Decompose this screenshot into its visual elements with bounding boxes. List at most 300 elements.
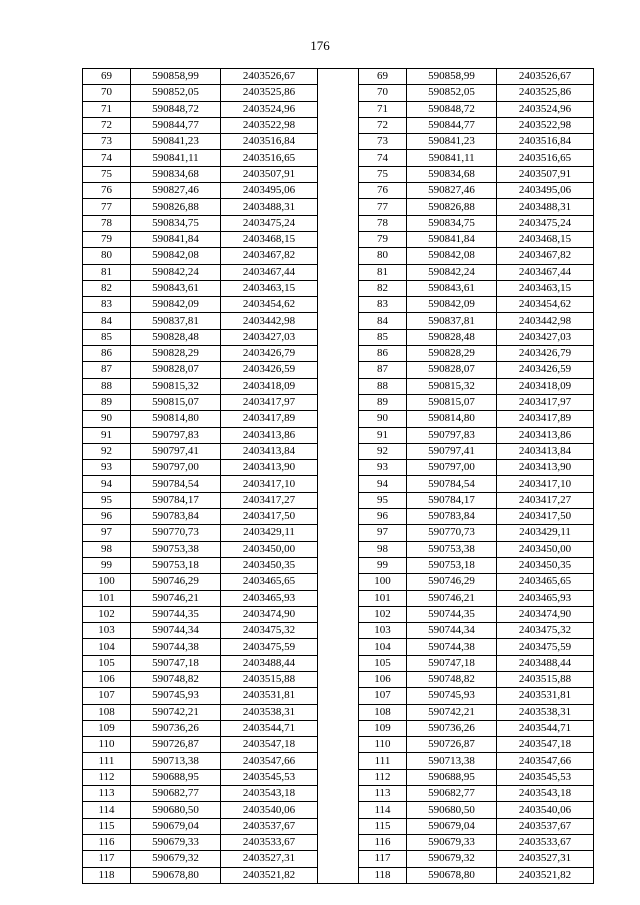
table-row xyxy=(83,802,594,818)
left-point-number-cell: 99 xyxy=(83,557,131,573)
right-x-coordinate-cell: 590814,80 xyxy=(407,411,497,427)
left-y-coordinate-cell: 2403474,90 xyxy=(221,606,318,622)
right-x-coordinate-cell: 590843,61 xyxy=(407,280,497,296)
left-point-number-cell: 87 xyxy=(83,362,131,378)
right-y-coordinate-cell: 2403467,82 xyxy=(497,248,594,264)
right-y-coordinate-cell: 2403475,59 xyxy=(497,639,594,655)
right-point-number-cell: 78 xyxy=(359,215,407,231)
right-x-coordinate-cell: 590682,77 xyxy=(407,786,497,802)
right-point-number-cell: 106 xyxy=(359,671,407,687)
left-point-number-cell: 75 xyxy=(83,166,131,182)
left-point-number-cell: 102 xyxy=(83,606,131,622)
left-y-coordinate-cell: 2403426,79 xyxy=(221,346,318,362)
right-x-coordinate-cell: 590753,18 xyxy=(407,557,497,573)
table-row xyxy=(83,541,594,557)
right-point-number-cell: 92 xyxy=(359,443,407,459)
left-point-number-cell: 115 xyxy=(83,818,131,834)
right-y-coordinate-cell: 2403413,84 xyxy=(497,443,594,459)
left-x-coordinate-cell: 590837,81 xyxy=(131,313,221,329)
right-point-number-cell: 115 xyxy=(359,818,407,834)
table-row xyxy=(83,85,594,101)
table-row xyxy=(83,231,594,247)
left-point-number-cell: 88 xyxy=(83,378,131,394)
right-y-coordinate-cell: 2403522,98 xyxy=(497,117,594,133)
right-y-coordinate-cell: 2403463,15 xyxy=(497,280,594,296)
left-x-coordinate-cell: 590742,21 xyxy=(131,704,221,720)
right-point-number-cell: 99 xyxy=(359,557,407,573)
left-y-coordinate-cell: 2403413,84 xyxy=(221,443,318,459)
right-point-number-cell: 95 xyxy=(359,492,407,508)
left-point-number-cell: 93 xyxy=(83,460,131,476)
column-gap xyxy=(318,215,359,231)
left-y-coordinate-cell: 2403525,86 xyxy=(221,85,318,101)
right-x-coordinate-cell: 590783,84 xyxy=(407,509,497,525)
left-y-coordinate-cell: 2403527,31 xyxy=(221,851,318,867)
right-x-coordinate-cell: 590770,73 xyxy=(407,525,497,541)
right-y-coordinate-cell: 2403450,00 xyxy=(497,541,594,557)
left-y-coordinate-cell: 2403495,06 xyxy=(221,183,318,199)
left-y-coordinate-cell: 2403524,96 xyxy=(221,101,318,117)
column-gap xyxy=(318,509,359,525)
left-x-coordinate-cell: 590842,09 xyxy=(131,297,221,313)
right-point-number-cell: 118 xyxy=(359,867,407,883)
left-y-coordinate-cell: 2403465,93 xyxy=(221,590,318,606)
left-y-coordinate-cell: 2403545,53 xyxy=(221,769,318,785)
right-x-coordinate-cell: 590726,87 xyxy=(407,737,497,753)
column-gap xyxy=(318,264,359,280)
right-point-number-cell: 104 xyxy=(359,639,407,655)
table-row xyxy=(83,623,594,639)
right-x-coordinate-cell: 590745,93 xyxy=(407,688,497,704)
right-point-number-cell: 111 xyxy=(359,753,407,769)
right-x-coordinate-cell: 590744,35 xyxy=(407,606,497,622)
table-row xyxy=(83,720,594,736)
table-row xyxy=(83,378,594,394)
left-x-coordinate-cell: 590834,68 xyxy=(131,166,221,182)
right-x-coordinate-cell: 590753,38 xyxy=(407,541,497,557)
column-gap xyxy=(318,541,359,557)
left-point-number-cell: 76 xyxy=(83,183,131,199)
column-gap xyxy=(318,606,359,622)
right-x-coordinate-cell: 590679,32 xyxy=(407,851,497,867)
left-y-coordinate-cell: 2403488,31 xyxy=(221,199,318,215)
left-point-number-cell: 69 xyxy=(83,69,131,85)
column-gap xyxy=(318,378,359,394)
left-x-coordinate-cell: 590842,24 xyxy=(131,264,221,280)
left-point-number-cell: 106 xyxy=(83,671,131,687)
right-point-number-cell: 77 xyxy=(359,199,407,215)
right-y-coordinate-cell: 2403417,89 xyxy=(497,411,594,427)
right-y-coordinate-cell: 2403488,31 xyxy=(497,199,594,215)
right-y-coordinate-cell: 2403426,79 xyxy=(497,346,594,362)
right-point-number-cell: 81 xyxy=(359,264,407,280)
right-point-number-cell: 73 xyxy=(359,134,407,150)
column-gap xyxy=(318,834,359,850)
column-gap xyxy=(318,134,359,150)
right-point-number-cell: 79 xyxy=(359,231,407,247)
left-point-number-cell: 113 xyxy=(83,786,131,802)
left-x-coordinate-cell: 590841,23 xyxy=(131,134,221,150)
table-row xyxy=(83,150,594,166)
left-x-coordinate-cell: 590784,17 xyxy=(131,492,221,508)
right-y-coordinate-cell: 2403526,67 xyxy=(497,69,594,85)
right-point-number-cell: 114 xyxy=(359,802,407,818)
column-gap xyxy=(318,117,359,133)
left-x-coordinate-cell: 590826,88 xyxy=(131,199,221,215)
left-x-coordinate-cell: 590748,82 xyxy=(131,671,221,687)
column-gap xyxy=(318,786,359,802)
right-y-coordinate-cell: 2403474,90 xyxy=(497,606,594,622)
right-y-coordinate-cell: 2403527,31 xyxy=(497,851,594,867)
right-y-coordinate-cell: 2403426,59 xyxy=(497,362,594,378)
right-x-coordinate-cell: 590815,32 xyxy=(407,378,497,394)
right-y-coordinate-cell: 2403516,65 xyxy=(497,150,594,166)
right-y-coordinate-cell: 2403450,35 xyxy=(497,557,594,573)
left-x-coordinate-cell: 590753,38 xyxy=(131,541,221,557)
table-row xyxy=(83,215,594,231)
right-point-number-cell: 76 xyxy=(359,183,407,199)
left-point-number-cell: 73 xyxy=(83,134,131,150)
column-gap xyxy=(318,69,359,85)
right-point-number-cell: 98 xyxy=(359,541,407,557)
left-x-coordinate-cell: 590797,83 xyxy=(131,427,221,443)
right-point-number-cell: 70 xyxy=(359,85,407,101)
left-x-coordinate-cell: 590744,38 xyxy=(131,639,221,655)
table-row xyxy=(83,117,594,133)
left-x-coordinate-cell: 590828,48 xyxy=(131,329,221,345)
column-gap xyxy=(318,476,359,492)
table-row xyxy=(83,606,594,622)
left-x-coordinate-cell: 590770,73 xyxy=(131,525,221,541)
left-point-number-cell: 77 xyxy=(83,199,131,215)
right-y-coordinate-cell: 2403465,65 xyxy=(497,574,594,590)
column-gap xyxy=(318,297,359,313)
left-y-coordinate-cell: 2403418,09 xyxy=(221,378,318,394)
table-row xyxy=(83,443,594,459)
left-x-coordinate-cell: 590815,32 xyxy=(131,378,221,394)
right-point-number-cell: 105 xyxy=(359,655,407,671)
column-gap xyxy=(318,460,359,476)
table-row xyxy=(83,362,594,378)
table-row xyxy=(83,688,594,704)
right-y-coordinate-cell: 2403475,32 xyxy=(497,623,594,639)
left-y-coordinate-cell: 2403475,59 xyxy=(221,639,318,655)
left-y-coordinate-cell: 2403429,11 xyxy=(221,525,318,541)
table-row xyxy=(83,183,594,199)
column-gap xyxy=(318,737,359,753)
column-gap xyxy=(318,394,359,410)
right-x-coordinate-cell: 590678,80 xyxy=(407,867,497,883)
left-point-number-cell: 112 xyxy=(83,769,131,785)
left-y-coordinate-cell: 2403417,50 xyxy=(221,509,318,525)
left-y-coordinate-cell: 2403533,67 xyxy=(221,834,318,850)
right-y-coordinate-cell: 2403544,71 xyxy=(497,720,594,736)
left-x-coordinate-cell: 590747,18 xyxy=(131,655,221,671)
right-y-coordinate-cell: 2403442,98 xyxy=(497,313,594,329)
coordinates-table xyxy=(82,68,594,884)
left-x-coordinate-cell: 590814,80 xyxy=(131,411,221,427)
left-y-coordinate-cell: 2403526,67 xyxy=(221,69,318,85)
right-y-coordinate-cell: 2403465,93 xyxy=(497,590,594,606)
left-point-number-cell: 105 xyxy=(83,655,131,671)
right-y-coordinate-cell: 2403417,97 xyxy=(497,394,594,410)
right-x-coordinate-cell: 590713,38 xyxy=(407,753,497,769)
right-x-coordinate-cell: 590834,68 xyxy=(407,166,497,182)
table-row xyxy=(83,655,594,671)
column-gap xyxy=(318,688,359,704)
right-point-number-cell: 96 xyxy=(359,509,407,525)
left-point-number-cell: 74 xyxy=(83,150,131,166)
column-gap xyxy=(318,150,359,166)
right-x-coordinate-cell: 590844,77 xyxy=(407,117,497,133)
left-x-coordinate-cell: 590744,35 xyxy=(131,606,221,622)
left-point-number-cell: 72 xyxy=(83,117,131,133)
left-y-coordinate-cell: 2403515,88 xyxy=(221,671,318,687)
left-y-coordinate-cell: 2403417,27 xyxy=(221,492,318,508)
left-x-coordinate-cell: 590842,08 xyxy=(131,248,221,264)
right-y-coordinate-cell: 2403524,96 xyxy=(497,101,594,117)
left-point-number-cell: 100 xyxy=(83,574,131,590)
left-y-coordinate-cell: 2403463,15 xyxy=(221,280,318,296)
right-y-coordinate-cell: 2403417,50 xyxy=(497,509,594,525)
column-gap xyxy=(318,346,359,362)
left-point-number-cell: 83 xyxy=(83,297,131,313)
left-y-coordinate-cell: 2403413,86 xyxy=(221,427,318,443)
column-gap xyxy=(318,639,359,655)
right-point-number-cell: 101 xyxy=(359,590,407,606)
left-y-coordinate-cell: 2403475,24 xyxy=(221,215,318,231)
left-point-number-cell: 96 xyxy=(83,509,131,525)
left-y-coordinate-cell: 2403507,91 xyxy=(221,166,318,182)
right-point-number-cell: 108 xyxy=(359,704,407,720)
table-row xyxy=(83,476,594,492)
left-y-coordinate-cell: 2403488,44 xyxy=(221,655,318,671)
right-x-coordinate-cell: 590841,23 xyxy=(407,134,497,150)
table-row xyxy=(83,248,594,264)
left-x-coordinate-cell: 590688,95 xyxy=(131,769,221,785)
right-point-number-cell: 88 xyxy=(359,378,407,394)
left-y-coordinate-cell: 2403413,90 xyxy=(221,460,318,476)
column-gap xyxy=(318,231,359,247)
table-row xyxy=(83,867,594,883)
column-gap xyxy=(318,720,359,736)
left-x-coordinate-cell: 590844,77 xyxy=(131,117,221,133)
column-gap xyxy=(318,525,359,541)
right-y-coordinate-cell: 2403475,24 xyxy=(497,215,594,231)
right-x-coordinate-cell: 590679,33 xyxy=(407,834,497,850)
table-row xyxy=(83,264,594,280)
left-x-coordinate-cell: 590679,04 xyxy=(131,818,221,834)
right-point-number-cell: 110 xyxy=(359,737,407,753)
left-y-coordinate-cell: 2403521,82 xyxy=(221,867,318,883)
left-x-coordinate-cell: 590679,32 xyxy=(131,851,221,867)
table-row xyxy=(83,671,594,687)
left-x-coordinate-cell: 590784,54 xyxy=(131,476,221,492)
column-gap xyxy=(318,411,359,427)
column-gap xyxy=(318,867,359,883)
right-y-coordinate-cell: 2403413,90 xyxy=(497,460,594,476)
left-point-number-cell: 101 xyxy=(83,590,131,606)
left-x-coordinate-cell: 590852,05 xyxy=(131,85,221,101)
right-x-coordinate-cell: 590842,24 xyxy=(407,264,497,280)
table-row xyxy=(83,704,594,720)
right-y-coordinate-cell: 2403540,06 xyxy=(497,802,594,818)
left-y-coordinate-cell: 2403467,44 xyxy=(221,264,318,280)
right-point-number-cell: 90 xyxy=(359,411,407,427)
left-point-number-cell: 107 xyxy=(83,688,131,704)
right-x-coordinate-cell: 590688,95 xyxy=(407,769,497,785)
column-gap xyxy=(318,166,359,182)
left-x-coordinate-cell: 590783,84 xyxy=(131,509,221,525)
left-y-coordinate-cell: 2403516,65 xyxy=(221,150,318,166)
table-row xyxy=(83,166,594,182)
left-y-coordinate-cell: 2403537,67 xyxy=(221,818,318,834)
left-y-coordinate-cell: 2403450,00 xyxy=(221,541,318,557)
right-point-number-cell: 91 xyxy=(359,427,407,443)
left-x-coordinate-cell: 590753,18 xyxy=(131,557,221,573)
left-y-coordinate-cell: 2403475,32 xyxy=(221,623,318,639)
left-y-coordinate-cell: 2403427,03 xyxy=(221,329,318,345)
right-y-coordinate-cell: 2403468,15 xyxy=(497,231,594,247)
column-gap xyxy=(318,362,359,378)
left-x-coordinate-cell: 590828,29 xyxy=(131,346,221,362)
table-row xyxy=(83,851,594,867)
right-point-number-cell: 94 xyxy=(359,476,407,492)
right-point-number-cell: 97 xyxy=(359,525,407,541)
table-row xyxy=(83,639,594,655)
right-y-coordinate-cell: 2403516,84 xyxy=(497,134,594,150)
left-point-number-cell: 111 xyxy=(83,753,131,769)
left-x-coordinate-cell: 590815,07 xyxy=(131,394,221,410)
column-gap xyxy=(318,248,359,264)
left-y-coordinate-cell: 2403465,65 xyxy=(221,574,318,590)
right-y-coordinate-cell: 2403467,44 xyxy=(497,264,594,280)
right-x-coordinate-cell: 590828,29 xyxy=(407,346,497,362)
page-number: 176 xyxy=(310,38,330,53)
left-x-coordinate-cell: 590736,26 xyxy=(131,720,221,736)
right-x-coordinate-cell: 590815,07 xyxy=(407,394,497,410)
right-point-number-cell: 100 xyxy=(359,574,407,590)
table-row xyxy=(83,297,594,313)
right-y-coordinate-cell: 2403525,86 xyxy=(497,85,594,101)
right-x-coordinate-cell: 590858,99 xyxy=(407,69,497,85)
column-gap xyxy=(318,802,359,818)
left-point-number-cell: 118 xyxy=(83,867,131,883)
right-y-coordinate-cell: 2403533,67 xyxy=(497,834,594,850)
right-point-number-cell: 82 xyxy=(359,280,407,296)
left-point-number-cell: 71 xyxy=(83,101,131,117)
left-x-coordinate-cell: 590843,61 xyxy=(131,280,221,296)
right-y-coordinate-cell: 2403429,11 xyxy=(497,525,594,541)
right-x-coordinate-cell: 590746,29 xyxy=(407,574,497,590)
right-point-number-cell: 75 xyxy=(359,166,407,182)
right-point-number-cell: 71 xyxy=(359,101,407,117)
left-y-coordinate-cell: 2403522,98 xyxy=(221,117,318,133)
right-y-coordinate-cell: 2403547,66 xyxy=(497,753,594,769)
column-gap xyxy=(318,557,359,573)
left-point-number-cell: 104 xyxy=(83,639,131,655)
table-row xyxy=(83,737,594,753)
left-x-coordinate-cell: 590745,93 xyxy=(131,688,221,704)
left-x-coordinate-cell: 590682,77 xyxy=(131,786,221,802)
left-point-number-cell: 103 xyxy=(83,623,131,639)
table-row xyxy=(83,101,594,117)
coordinates-table-body xyxy=(83,69,594,884)
right-point-number-cell: 80 xyxy=(359,248,407,264)
column-gap xyxy=(318,183,359,199)
right-y-coordinate-cell: 2403538,31 xyxy=(497,704,594,720)
right-x-coordinate-cell: 590841,11 xyxy=(407,150,497,166)
left-point-number-cell: 86 xyxy=(83,346,131,362)
right-y-coordinate-cell: 2403543,18 xyxy=(497,786,594,802)
table-row xyxy=(83,818,594,834)
right-point-number-cell: 84 xyxy=(359,313,407,329)
left-x-coordinate-cell: 590827,46 xyxy=(131,183,221,199)
left-y-coordinate-cell: 2403547,66 xyxy=(221,753,318,769)
right-point-number-cell: 72 xyxy=(359,117,407,133)
right-y-coordinate-cell: 2403488,44 xyxy=(497,655,594,671)
left-point-number-cell: 94 xyxy=(83,476,131,492)
left-y-coordinate-cell: 2403540,06 xyxy=(221,802,318,818)
left-point-number-cell: 91 xyxy=(83,427,131,443)
column-gap xyxy=(318,590,359,606)
left-point-number-cell: 95 xyxy=(83,492,131,508)
right-x-coordinate-cell: 590797,00 xyxy=(407,460,497,476)
right-point-number-cell: 103 xyxy=(359,623,407,639)
left-y-coordinate-cell: 2403547,18 xyxy=(221,737,318,753)
right-x-coordinate-cell: 590679,04 xyxy=(407,818,497,834)
left-point-number-cell: 79 xyxy=(83,231,131,247)
left-y-coordinate-cell: 2403417,10 xyxy=(221,476,318,492)
right-point-number-cell: 109 xyxy=(359,720,407,736)
table-row xyxy=(83,753,594,769)
left-y-coordinate-cell: 2403426,59 xyxy=(221,362,318,378)
left-y-coordinate-cell: 2403417,89 xyxy=(221,411,318,427)
left-point-number-cell: 70 xyxy=(83,85,131,101)
left-y-coordinate-cell: 2403543,18 xyxy=(221,786,318,802)
right-x-coordinate-cell: 590827,46 xyxy=(407,183,497,199)
left-x-coordinate-cell: 590828,07 xyxy=(131,362,221,378)
left-point-number-cell: 108 xyxy=(83,704,131,720)
table-row xyxy=(83,69,594,85)
column-gap xyxy=(318,427,359,443)
left-point-number-cell: 110 xyxy=(83,737,131,753)
table-row xyxy=(83,769,594,785)
right-point-number-cell: 116 xyxy=(359,834,407,850)
table-row xyxy=(83,427,594,443)
column-gap xyxy=(318,85,359,101)
column-gap xyxy=(318,704,359,720)
table-row xyxy=(83,280,594,296)
left-y-coordinate-cell: 2403468,15 xyxy=(221,231,318,247)
table-row xyxy=(83,492,594,508)
right-point-number-cell: 113 xyxy=(359,786,407,802)
right-y-coordinate-cell: 2403495,06 xyxy=(497,183,594,199)
left-x-coordinate-cell: 590726,87 xyxy=(131,737,221,753)
column-gap xyxy=(318,851,359,867)
left-x-coordinate-cell: 590744,34 xyxy=(131,623,221,639)
left-x-coordinate-cell: 590848,72 xyxy=(131,101,221,117)
left-point-number-cell: 97 xyxy=(83,525,131,541)
left-x-coordinate-cell: 590834,75 xyxy=(131,215,221,231)
right-x-coordinate-cell: 590784,54 xyxy=(407,476,497,492)
table-row xyxy=(83,834,594,850)
right-point-number-cell: 87 xyxy=(359,362,407,378)
right-y-coordinate-cell: 2403417,10 xyxy=(497,476,594,492)
table-row xyxy=(83,525,594,541)
right-x-coordinate-cell: 590828,48 xyxy=(407,329,497,345)
right-x-coordinate-cell: 590736,26 xyxy=(407,720,497,736)
